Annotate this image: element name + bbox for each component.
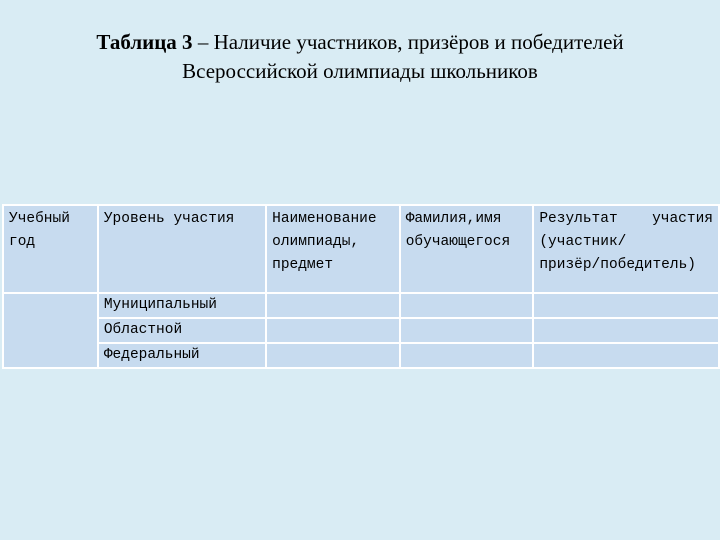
header-level (98, 205, 266, 293)
olympiad-cell[interactable] (266, 318, 400, 343)
header-level-text: Уровень участия (103, 211, 235, 227)
header-result-word-2: участия (652, 211, 713, 227)
level-federal: Федеральный (103, 347, 200, 363)
header-year-line-1: Учебный (9, 211, 70, 227)
student-cell[interactable] (400, 343, 534, 368)
result-cell[interactable] (533, 293, 719, 318)
table-header-row (3, 205, 719, 293)
level-cell-municipal (98, 293, 266, 318)
level-cell-regional (98, 318, 266, 343)
header-olympiad-line-1: Наименование (272, 211, 377, 227)
caption-line-2: Всероссийской олимпиады школьников (182, 59, 538, 83)
level-cell-federal (98, 343, 266, 368)
header-student-line-1: Фамилия,имя (405, 211, 502, 227)
header-result-line-2: (участник/ (539, 234, 627, 250)
table-row (3, 318, 719, 343)
table-row (3, 343, 719, 368)
level-regional: Областной (103, 322, 183, 338)
header-student (400, 205, 534, 293)
header-year-line-2: год (9, 234, 36, 250)
result-cell[interactable] (533, 318, 719, 343)
olympiad-table (2, 204, 720, 369)
year-cell[interactable] (3, 293, 98, 368)
table-caption (0, 28, 720, 86)
caption-label: Таблица 3 (96, 30, 193, 54)
header-result-word-1: Результат (539, 211, 618, 227)
caption-dash: – (192, 30, 214, 54)
header-olympiad (266, 205, 400, 293)
caption-text-1: Наличие участников, призёров и победителей (213, 30, 624, 54)
header-result (533, 205, 719, 293)
table-row (3, 293, 719, 318)
olympiad-cell[interactable] (266, 293, 400, 318)
header-student-line-2: обучающегося (405, 234, 511, 250)
olympiad-cell[interactable] (266, 343, 400, 368)
caption-line-1 (0, 28, 720, 57)
header-year (3, 205, 98, 293)
header-result-line-3: призёр/победитель) (539, 257, 696, 273)
student-cell[interactable] (400, 293, 534, 318)
result-cell[interactable] (533, 343, 719, 368)
student-cell[interactable] (400, 318, 534, 343)
header-olympiad-line-2: олимпиады, (272, 234, 360, 250)
level-municipal: Муниципальный (103, 297, 217, 313)
header-result-line-1 (539, 208, 713, 231)
header-olympiad-line-3: предмет (272, 257, 334, 273)
